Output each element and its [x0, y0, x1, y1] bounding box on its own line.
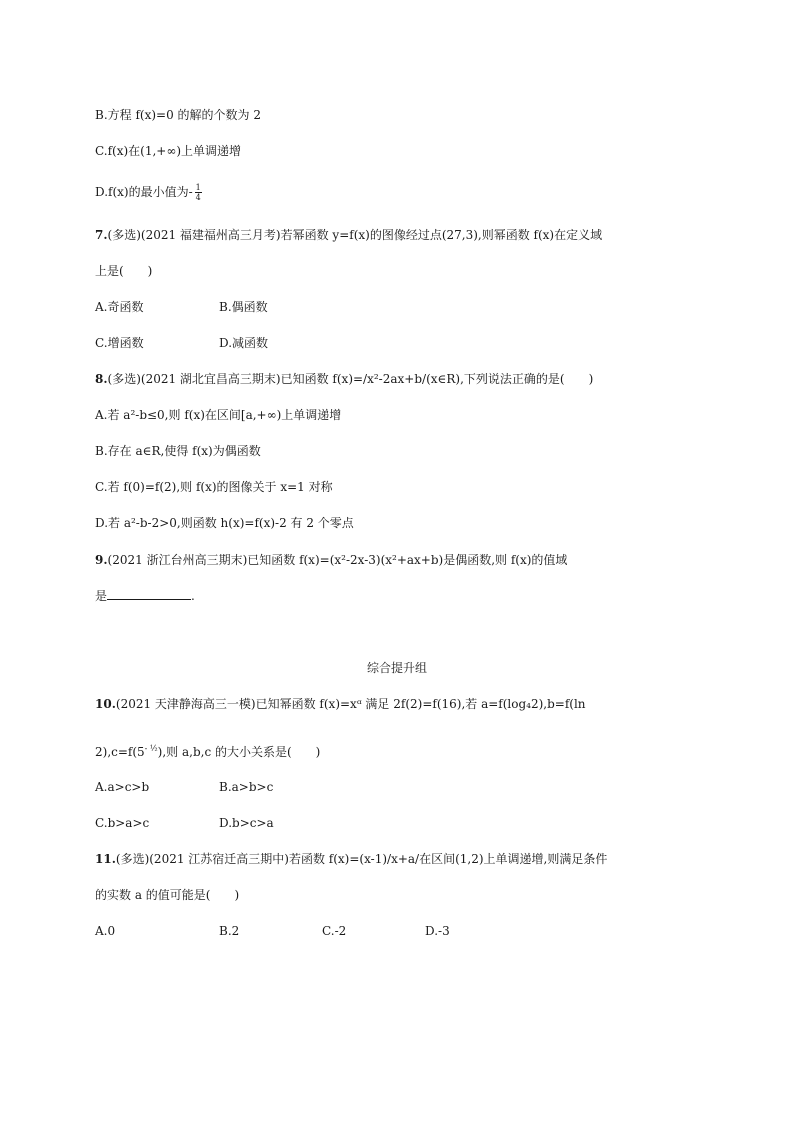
- q11-stem-text: (多选)(2021 江苏宿迁高三期中)若函数 f(x)=(x-1)/x+a/在区间(1,2)上单调递增,则满足条件: [115, 852, 608, 866]
- q11-option-b: B.2: [219, 924, 240, 938]
- q10-option-a: A.a>c>b: [95, 780, 150, 794]
- q10-stem-part-b: ),则 a,b,c 的大小关系是( ): [157, 745, 321, 759]
- q8-stem: [95, 371, 593, 387]
- section-title: 综合提升组: [366, 661, 427, 675]
- q6-fraction-denominator: 4: [195, 193, 201, 202]
- q7-option-b: B.偶函数: [219, 300, 268, 314]
- q7-option-d: D.减函数: [219, 336, 269, 350]
- q9-stem: [95, 552, 567, 568]
- q11-stem-line2: 的实数 a 的值可能是( ): [95, 888, 240, 902]
- q9-stem-suffix: .: [191, 589, 195, 603]
- q10-stem-part-a: 2),c=f(5: [95, 745, 145, 759]
- q8-option-b: B.存在 a∈R,使得 f(x)为偶函数: [95, 444, 261, 458]
- q10-option-d: D.b>c>a: [219, 816, 274, 830]
- q8-stem-text: (多选)(2021 湖北宜昌高三期末)已知函数 f(x)=/x²-2ax+b/(x∈R),下列说法正确的是( ): [107, 372, 594, 386]
- q10-stem-text: (2021 天津静海高三一模)已知幂函数 f(x)=xᵅ 满足 2f(2)=f(16),若 a=f(log₄2),b=f(ln: [115, 697, 586, 711]
- q7-option-a: A.奇函数: [95, 300, 144, 314]
- q11-option-d: D.-3: [425, 924, 450, 938]
- q11-stem: [95, 851, 607, 867]
- q8-option-d: D.若 a²-b-2>0,则函数 h(x)=f(x)-2 有 2 个零点: [95, 516, 354, 530]
- q8-option-c: C.若 f(0)=f(2),则 f(x)的图像关于 x=1 对称: [95, 480, 333, 494]
- q6-option-d: [95, 183, 202, 202]
- q10-option-c: C.b>a>c: [95, 816, 150, 830]
- q8-option-a: A.若 a²-b≤0,则 f(x)在区间[a,+∞)上单调递增: [95, 408, 342, 422]
- q9-stem-line2: [95, 587, 195, 604]
- q9-number: 9.: [95, 553, 108, 567]
- q9-stem-prefix: 是: [95, 589, 108, 603]
- q11-number: 11.: [95, 852, 116, 866]
- q6-option-c: C.f(x)在(1,+∞)上单调递增: [95, 144, 242, 158]
- q10-exponent: - ½: [144, 744, 158, 753]
- q6-option-d-fraction: [195, 183, 202, 202]
- q8-number: 8.: [95, 372, 108, 386]
- q10-number: 10.: [95, 697, 116, 711]
- q6-fraction-numerator: 1: [195, 183, 201, 192]
- q7-stem: [95, 227, 602, 243]
- q11-option-a: A.0: [95, 924, 116, 938]
- q11-option-c: C.-2: [322, 924, 347, 938]
- q7-stem-text: (多选)(2021 福建福州高三月考)若幂函数 y=f(x)的图像经过点(27,3),则幂函数 f(x)在定义域: [107, 228, 603, 242]
- q10-option-b: B.a>b>c: [219, 780, 274, 794]
- q7-stem-line2: 上是( ): [95, 264, 153, 278]
- q9-stem-text: (2021 浙江台州高三期末)已知函数 f(x)=(x²-2x-3)(x²+ax+b)是偶函数,则 f(x)的值域: [107, 553, 568, 567]
- q9-answer-blank[interactable]: [107, 587, 191, 600]
- q7-option-c: C.增函数: [95, 336, 144, 350]
- q6-option-b: B.方程 f(x)=0 的解的个数为 2: [95, 108, 261, 122]
- q6-option-d-text: D.f(x)的最小值为-: [95, 185, 193, 199]
- q10-stem: [95, 696, 586, 712]
- q7-number: 7.: [95, 228, 108, 242]
- q10-stem-line2: [95, 741, 320, 760]
